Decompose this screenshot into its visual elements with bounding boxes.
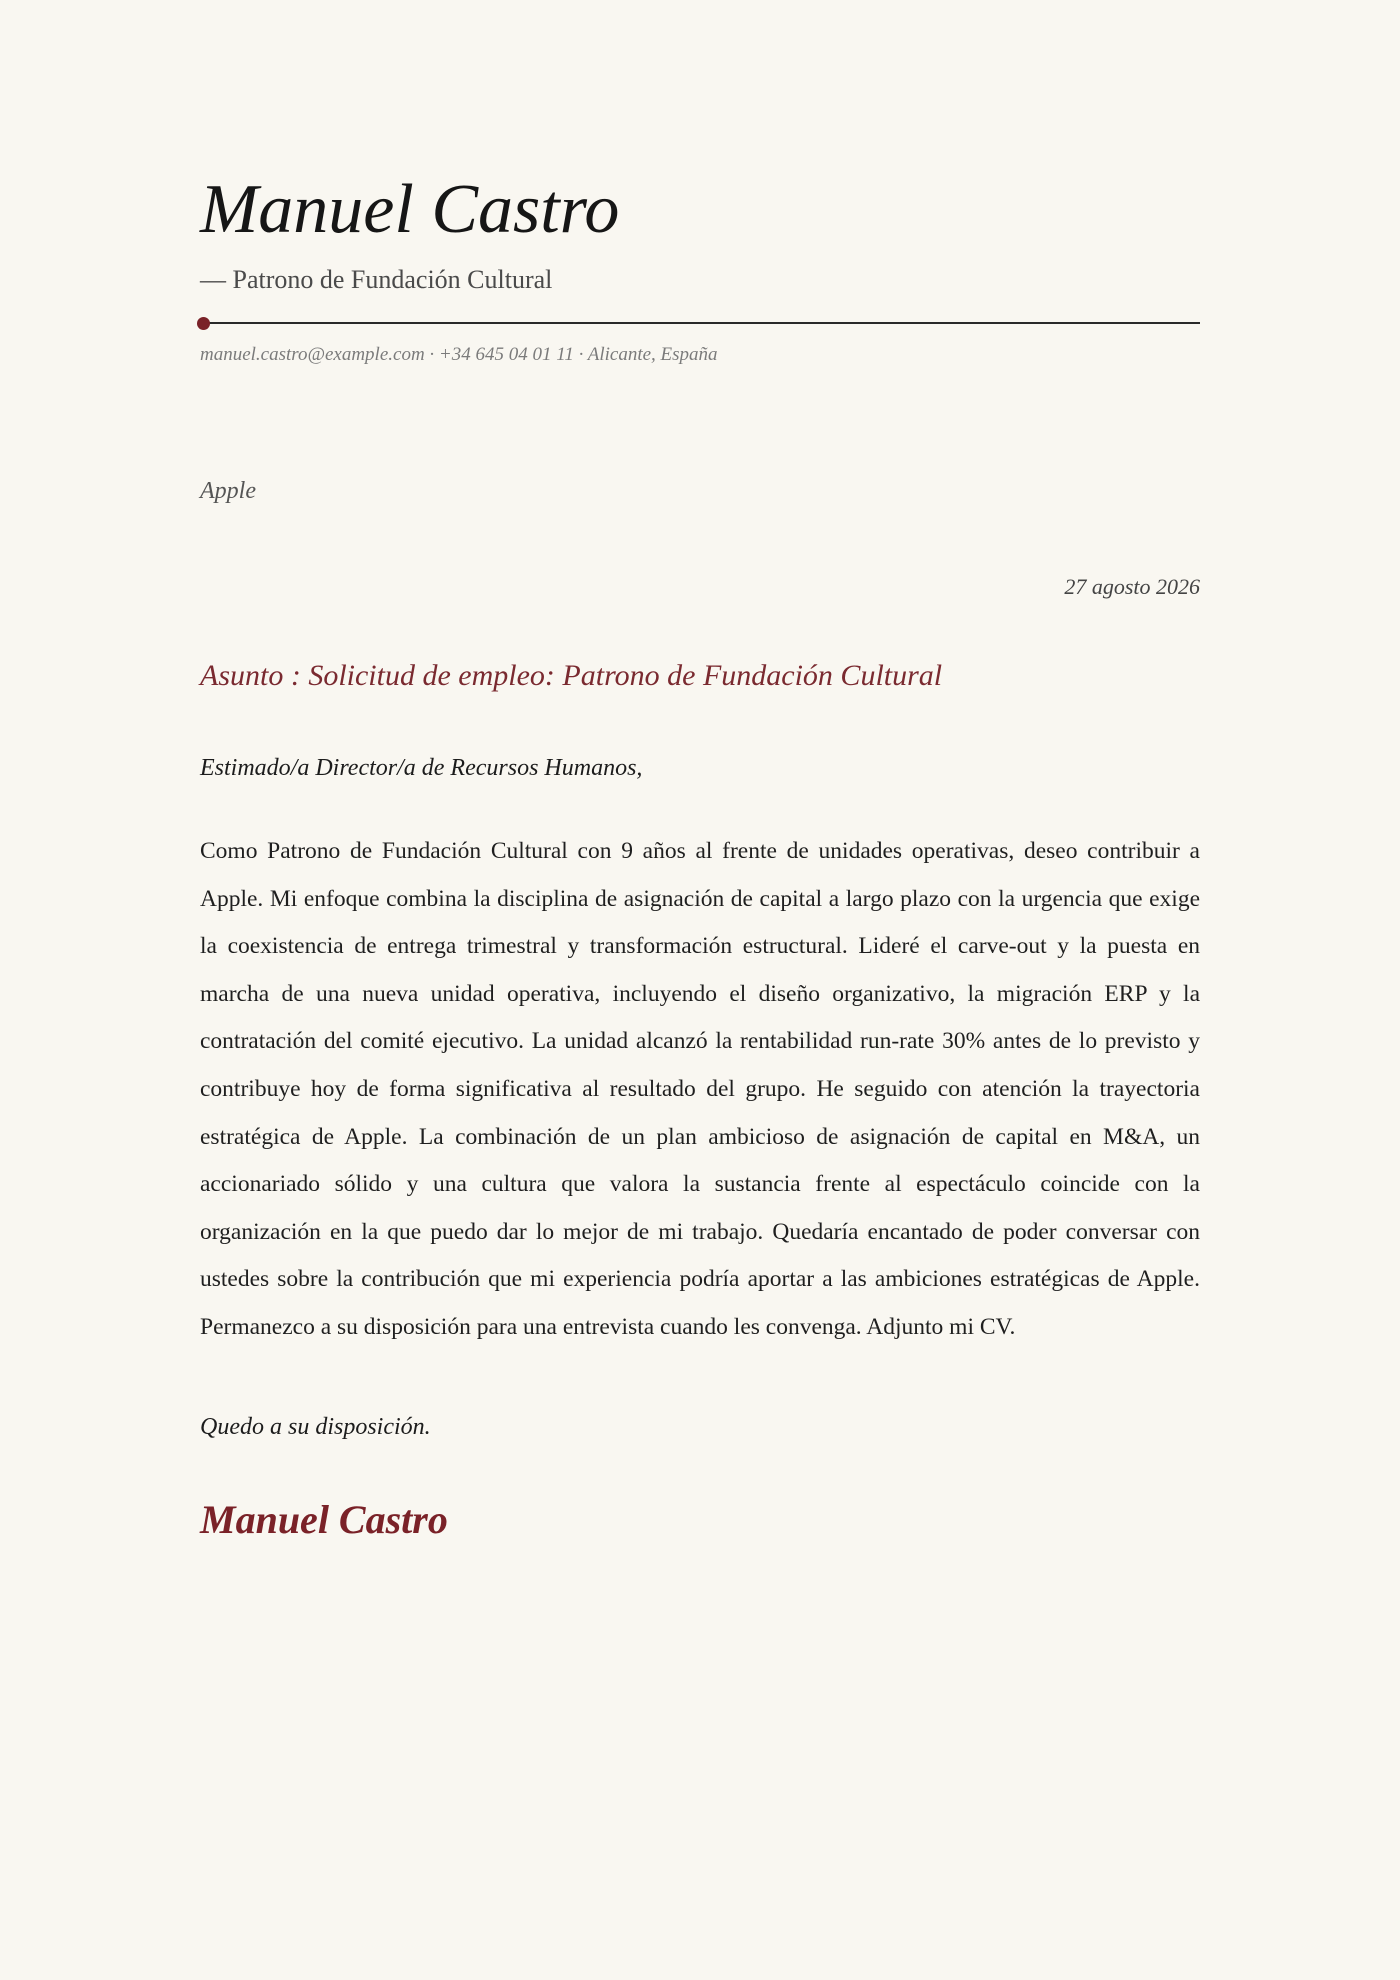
divider-dot-icon [197, 317, 210, 330]
letter-greeting: Estimado/a Director/a de Recursos Humanos, [200, 755, 643, 781]
contact-line: manuel.castro@example.com · +34 645 04 01 11 · Alicante, España [200, 344, 718, 365]
sender-title: — Patrono de Fundación Cultural [200, 265, 553, 294]
letter-body: Como Patrono de Fundación Cultural con 9 años al frente de unidades operativas, deseo contribuir a Apple. Mi enfoque combina la disciplina de asignación de capital a largo plazo con la urgencia que exige la coexistencia de entrega trimestral y transformación estructural. Lideré el carve-out y la puesta en marcha de una nueva unidad operativa, incluyendo el diseño organizativo, la migración ERP y la contratación del comité ejecutivo. La unidad alcanzó la rentabilidad run-rate 30% antes de lo previsto y contribuye hoy de forma significativa al resultado del grupo. He seguido con atención la trayectoria estratégica de Apple. La combinación de un plan ambicioso de asignación de capital en M&A, un accionariado sólido y una cultura que valora la sustancia frente al espectáculo coincide con la organización en la que puedo dar lo mejor de mi trabajo. Quedaría encantado de poder conversar con ustedes sobre la contribución que mi experiencia podría aportar a las ambiciones estratégicas de Apple. Permanezco a su disposición para una entrevista cuando les convenga. Adjunto mi CV. [200, 838, 1200, 1340]
letter-subject: Asunto : Solicitud de empleo: Patrono de Fundación Cultural [200, 659, 943, 692]
sender-name: Manuel Castro [200, 171, 620, 248]
letter-date: 27 agosto 2026 [1064, 574, 1200, 599]
signature: Manuel Castro [200, 1497, 448, 1542]
recipient-company: Apple [200, 478, 256, 504]
header-divider [200, 322, 1200, 324]
letter-closing: Quedo a su disposición. [200, 1414, 431, 1440]
